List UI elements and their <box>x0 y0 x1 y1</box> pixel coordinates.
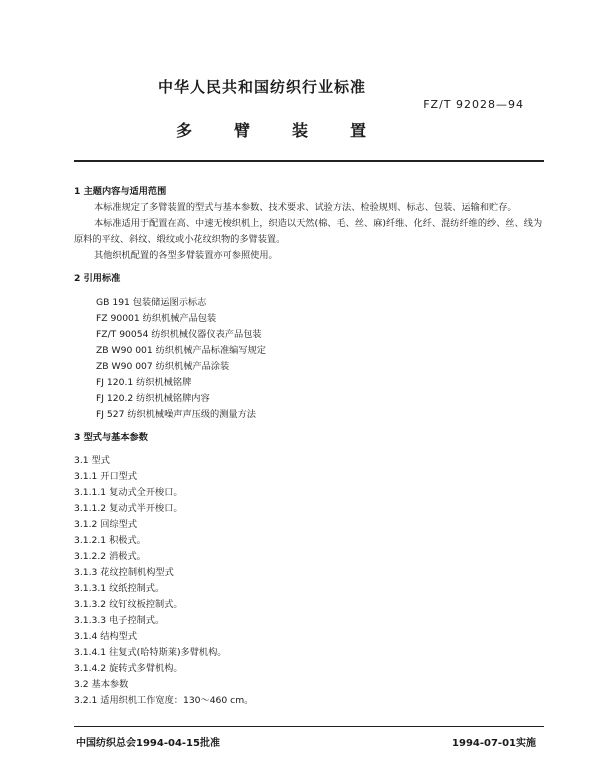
reference-item: GB 191 包装储运图示标志 <box>96 297 207 308</box>
clause-item: 3.1.2.2 消极式。 <box>74 551 146 562</box>
paragraph: 本标准规定了多臂装置的型式与基本参数、技术要求、试验方法、检验规则、标志、包装、运输和贮存。 <box>94 202 517 213</box>
standard-code: FZ/T 92028—94 <box>423 98 524 111</box>
reference-item: ZB W90 001 纺织机械产品标准编写规定 <box>96 345 266 356</box>
section-heading: 3 型式与基本参数 <box>74 432 148 443</box>
clause-item: 3.1.3 花纹控制机构型式 <box>74 567 174 578</box>
reference-item: FZ/T 90054 纺织机械仪器仪表产品包装 <box>96 329 262 340</box>
reference-item: FJ 120.1 纺织机械铭牌 <box>96 377 192 388</box>
top-divider <box>74 160 544 162</box>
reference-list <box>96 295 550 423</box>
reference-item: FJ 527 纺织机械噪声声压级的测量方法 <box>96 409 256 420</box>
clause-item: 3.1.2.1 积极式。 <box>74 535 146 546</box>
document-title <box>176 118 408 141</box>
clause-item: 3.1.4.2 旋转式多臂机构。 <box>74 663 183 674</box>
paragraph: 本标准适用于配置在高、中速无梭织机上，织造以天然(棉、毛、丝、麻)纤维、化纤、混纺纤维的纱、丝、线为原料的平纹、斜纹、缎纹或小花纹织物的多臂装置。 <box>74 218 543 245</box>
clause-item: 3.1.1.1 复动式全开梭口。 <box>74 487 183 498</box>
clause-item: 3.1.3.2 纹钉纹板控制式。 <box>74 599 183 610</box>
section-heading: 1 主题内容与适用范围 <box>74 186 167 197</box>
clause-item: 3.2.1 适用织机工作宽度：130～460 cm。 <box>74 695 254 706</box>
document-body <box>74 184 550 709</box>
implementation-date: 1994-07-01实施 <box>452 738 536 749</box>
reference-item: FJ 120.2 纺织机械铭牌内容 <box>96 393 210 404</box>
clause-item: 3.1.4.1 往复式(哈特斯莱)多臂机构。 <box>74 647 227 658</box>
doc-title-char: 臂 <box>234 121 251 140</box>
clause-item: 3.1.2 回综型式 <box>74 519 138 530</box>
doc-title-char: 装 <box>292 121 309 140</box>
doc-title-char: 置 <box>350 121 367 140</box>
clause-item: 3.1 型式 <box>74 455 110 466</box>
clause-item: 3.1.4 结构型式 <box>74 631 138 642</box>
section-heading: 2 引用标准 <box>74 273 121 284</box>
paragraph: 其他织机配置的各型多臂装置亦可参照使用。 <box>94 250 278 261</box>
reference-item: ZB W90 007 纺织机械产品涂装 <box>96 361 230 372</box>
clause-item: 3.1.1.2 复动式半开梭口。 <box>74 503 183 514</box>
clause-item: 3.2 基本参数 <box>74 679 129 690</box>
reference-item: FZ 90001 纺织机械产品包装 <box>96 313 217 324</box>
standard-title: 中华人民共和国纺织行业标准 <box>158 78 367 96</box>
clause-item: 3.1.1 开口型式 <box>74 471 138 482</box>
clause-item: 3.1.3.3 电子控制式。 <box>74 615 165 626</box>
approval-date: 中国纺织总会1994-04-15批准 <box>76 738 220 749</box>
doc-title-char: 多 <box>176 121 193 140</box>
bottom-divider <box>74 726 544 727</box>
clause-item: 3.1.3.1 纹纸控制式。 <box>74 583 165 594</box>
